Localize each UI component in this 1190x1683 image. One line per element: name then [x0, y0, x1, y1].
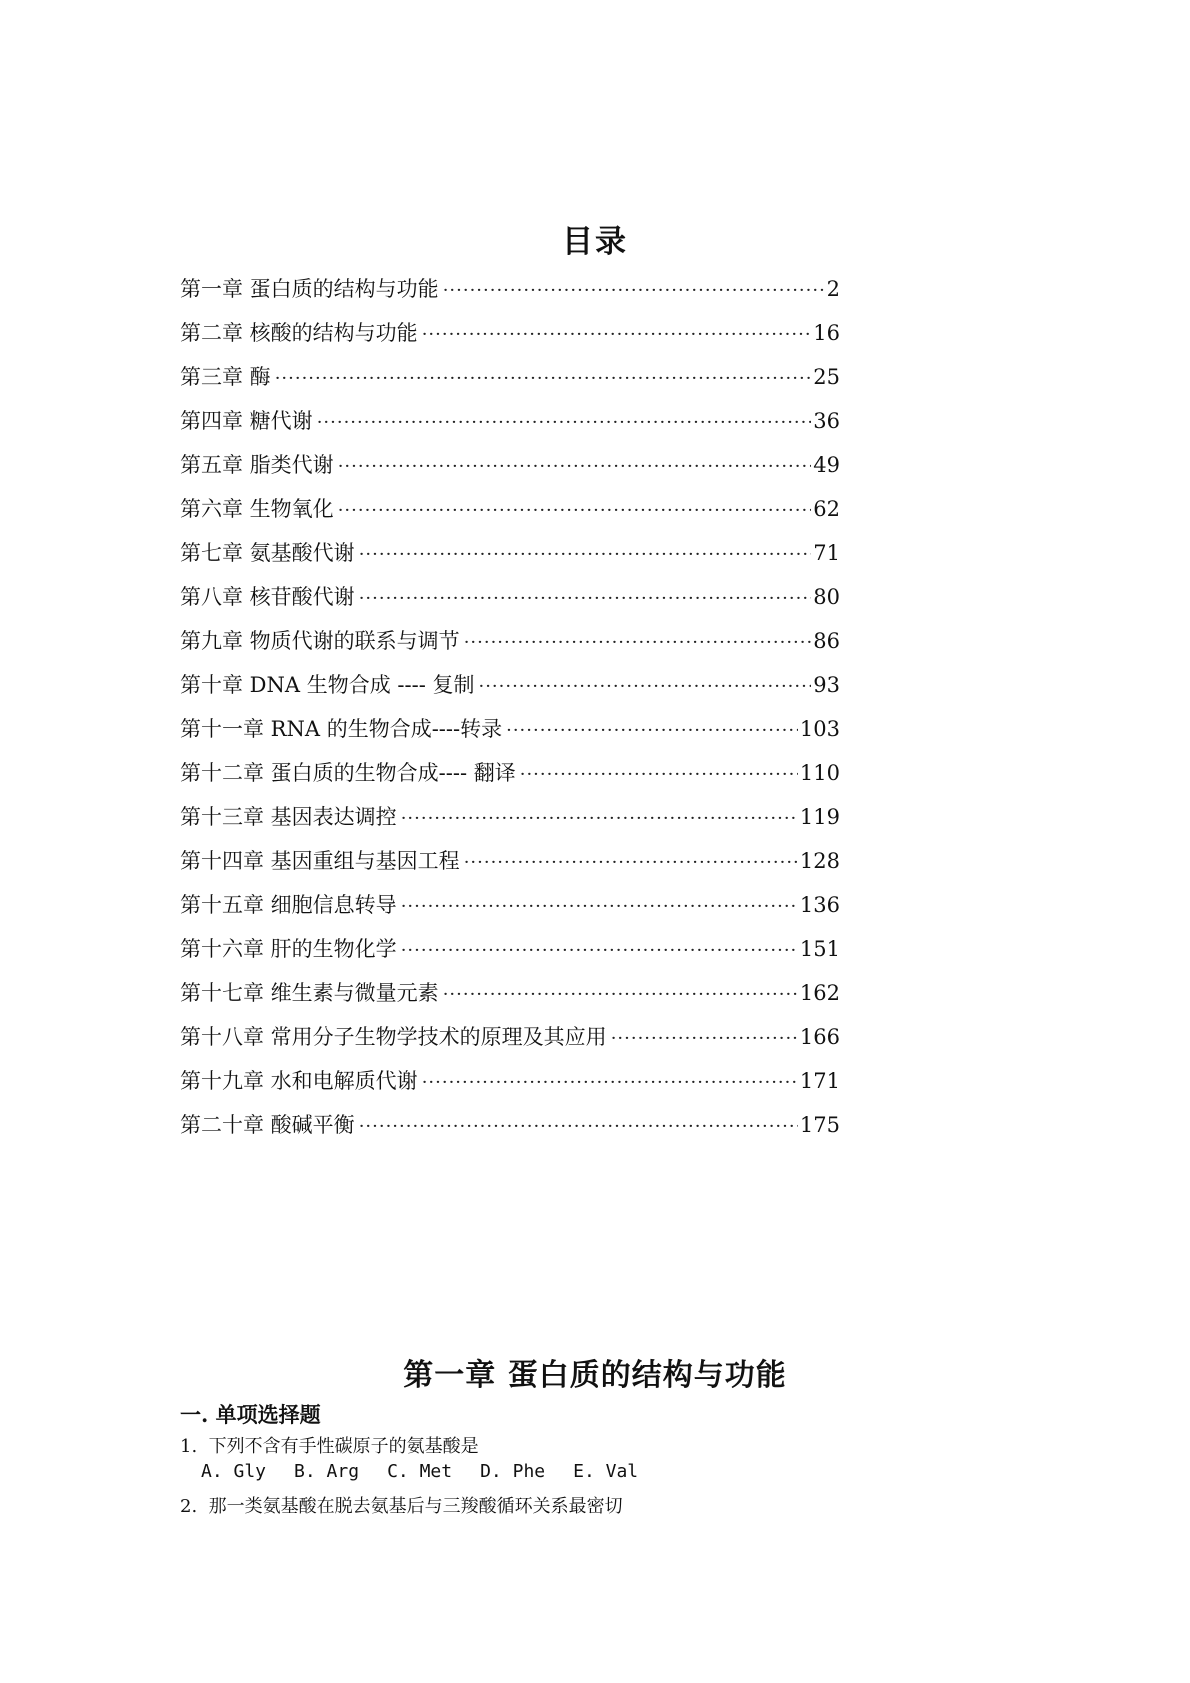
option-c: C. Met	[387, 1461, 453, 1482]
toc-entry-label: 第一章 蛋白质的结构与功能	[180, 277, 439, 301]
toc-entry-page: 119	[799, 805, 840, 829]
toc-leader-dots	[359, 541, 812, 569]
toc-entry-label: 第六章 生物氧化	[180, 497, 334, 521]
toc-leader-dots	[506, 717, 798, 745]
toc-entry[interactable]	[180, 275, 840, 305]
toc-entry[interactable]	[180, 935, 840, 965]
toc-leader-dots	[338, 453, 812, 481]
toc-entry-page: 71	[813, 541, 840, 565]
toc-entry-label: 第十二章 蛋白质的生物合成---- 翻译	[180, 761, 516, 785]
toc-leader-dots	[464, 849, 798, 877]
toc-entry-label: 第十七章 维生素与微量元素	[180, 981, 439, 1005]
question-text: 2. 那一类氨基酸在脱去氨基后与三羧酸循环关系最密切	[180, 1496, 623, 1517]
toc-entry[interactable]	[180, 759, 840, 789]
toc-entry-page: 49	[813, 453, 840, 477]
toc-entry-label: 第十六章 肝的生物化学	[180, 937, 397, 961]
toc-entry[interactable]	[180, 671, 840, 701]
toc-entry-label: 第二十章 酸碱平衡	[180, 1113, 355, 1137]
toc-entry-label: 第十章 DNA 生物合成 ---- 复制	[180, 673, 475, 697]
toc-entry[interactable]	[180, 1111, 840, 1141]
question-text: 1. 下列不含有手性碳原子的氨基酸是	[180, 1436, 479, 1457]
toc-entry-page: 103	[799, 717, 840, 741]
toc-entry-label: 第十九章 水和电解质代谢	[180, 1069, 418, 1093]
toc-entry[interactable]	[180, 847, 840, 877]
toc-entry[interactable]	[180, 1023, 840, 1053]
toc-entry-page: 25	[813, 365, 840, 389]
toc-entry-page: 16	[813, 321, 840, 345]
toc-entry-page: 171	[799, 1069, 840, 1093]
toc-entry[interactable]	[180, 803, 840, 833]
option-e: E. Val	[573, 1461, 639, 1482]
toc-leader-dots	[520, 761, 798, 789]
toc-entry[interactable]	[180, 715, 840, 745]
toc-leader-dots	[317, 409, 812, 437]
toc-entry[interactable]	[180, 495, 840, 525]
toc-leader-dots	[275, 365, 812, 393]
toc-title: 目录	[562, 224, 628, 260]
toc-entry-label: 第十四章 基因重组与基因工程	[180, 849, 460, 873]
toc-leader-dots	[401, 937, 798, 965]
toc-leader-dots	[401, 805, 798, 833]
toc-entry-page: 162	[799, 981, 840, 1005]
toc-entry-label: 第十三章 基因表达调控	[180, 805, 397, 829]
toc-leader-dots	[422, 1069, 798, 1097]
toc-entry-page: 128	[799, 849, 840, 873]
toc-entry-page: 62	[813, 497, 840, 521]
toc-leader-dots	[611, 1025, 798, 1053]
toc-entry-label: 第十一章 RNA 的生物合成----转录	[180, 717, 503, 741]
toc-leader-dots	[359, 1113, 798, 1141]
option-a: A. Gly	[201, 1461, 267, 1482]
toc-entry-page: 2	[826, 277, 840, 301]
toc-entry-label: 第十八章 常用分子生物学技术的原理及其应用	[180, 1025, 607, 1049]
toc-entry-label: 第九章 物质代谢的联系与调节	[180, 629, 460, 653]
toc-leader-dots	[464, 629, 812, 657]
toc-entry-page: 136	[799, 893, 840, 917]
toc-entry-label: 第十五章 细胞信息转导	[180, 893, 397, 917]
chapter-title: 第一章 蛋白质的结构与功能	[403, 1358, 787, 1393]
toc-entry-page: 86	[813, 629, 840, 653]
toc-entry-page: 175	[799, 1113, 840, 1137]
toc-entry-label: 第七章 氨基酸代谢	[180, 541, 355, 565]
toc-entry[interactable]	[180, 319, 840, 349]
toc-leader-dots	[443, 981, 798, 1009]
toc-leader-dots	[443, 277, 825, 305]
toc-entry[interactable]	[180, 627, 840, 657]
toc-entry[interactable]	[180, 891, 840, 921]
question-options	[201, 1461, 666, 1482]
toc-entry-label: 第八章 核苷酸代谢	[180, 585, 355, 609]
toc-entry-page: 110	[799, 761, 840, 785]
option-b: B. Arg	[294, 1461, 360, 1482]
toc-entry[interactable]	[180, 583, 840, 613]
toc-leader-dots	[338, 497, 812, 525]
toc-entry[interactable]	[180, 539, 840, 569]
toc-entry-page: 80	[813, 585, 840, 609]
option-d: D. Phe	[480, 1461, 546, 1482]
toc-entry-label: 第四章 糖代谢	[180, 409, 313, 433]
toc-entry-page: 36	[813, 409, 840, 433]
toc-entry[interactable]	[180, 363, 840, 393]
toc-entry-page: 151	[799, 937, 840, 961]
section-title: 一. 单项选择题	[180, 1402, 321, 1427]
toc-entry-label: 第三章 酶	[180, 365, 271, 389]
toc-entry-page: 166	[799, 1025, 840, 1049]
toc-entry[interactable]	[180, 451, 840, 481]
toc-entry[interactable]	[180, 979, 840, 1009]
toc-leader-dots	[359, 585, 812, 613]
toc-entry-label: 第五章 脂类代谢	[180, 453, 334, 477]
toc-leader-dots	[401, 893, 798, 921]
toc-entry-page: 93	[813, 673, 840, 697]
toc-entry[interactable]	[180, 407, 840, 437]
toc-leader-dots	[422, 321, 812, 349]
toc-leader-dots	[478, 673, 811, 701]
toc-entry[interactable]	[180, 1067, 840, 1097]
toc-entry-label: 第二章 核酸的结构与功能	[180, 321, 418, 345]
